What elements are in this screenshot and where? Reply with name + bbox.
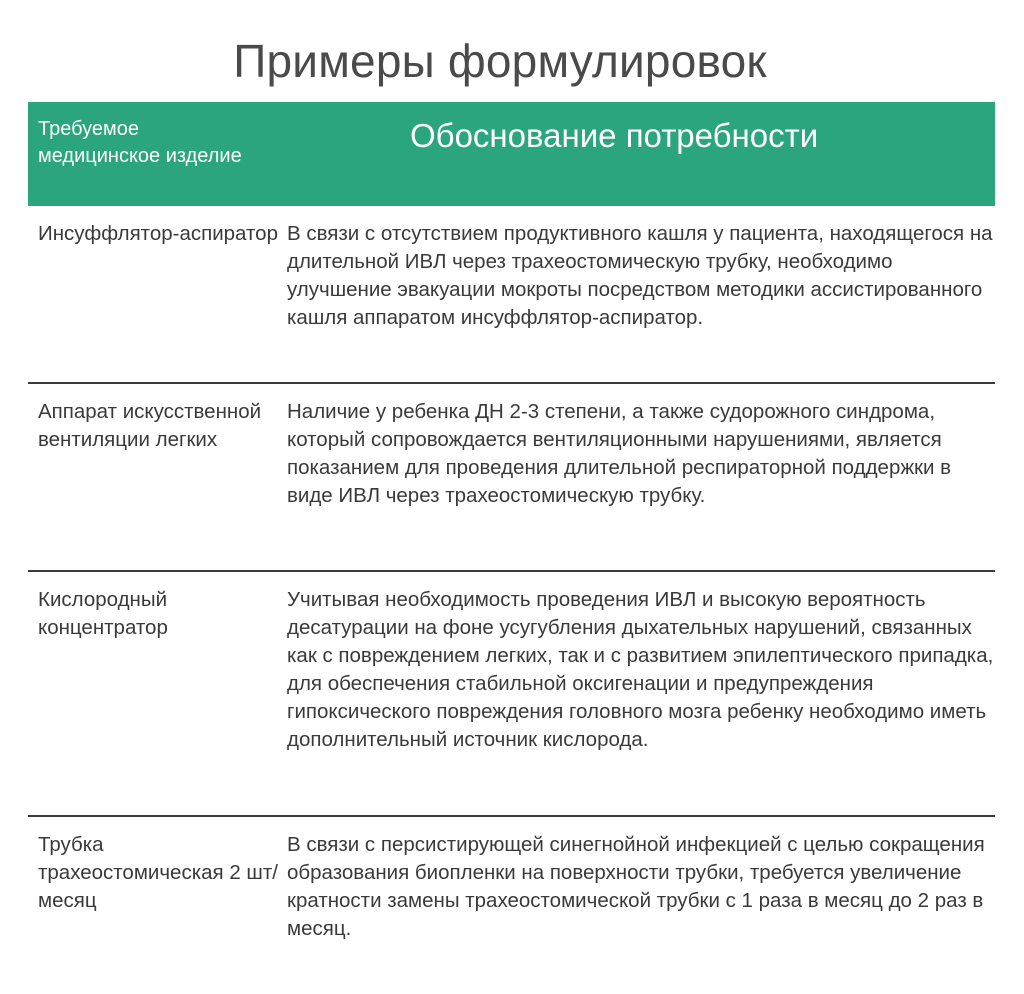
row-device: Инсуффлятор-аспиратор xyxy=(38,222,278,245)
row-justification: Наличие у ребенка ДН 2-3 степени, а также судорожного синдрома, который сопровождается вентиляционными нарушениями, является показанием для проведения длительной респираторной поддержки в виде ИВЛ через трахеостомическую трубку. xyxy=(287,400,952,507)
row-justification: Учитывая необходимость проведения ИВЛ и высокую вероятность десатурации на фоне усугубления дыхательных нарушений, связанных как с повреждением легких, так и с развитием эпилептического припадка, для обеспечения стабильной оксигенации и предупреждения гипоксического повреждения головного мозга ребенку необходимо иметь дополнительный источник кислорода. xyxy=(287,588,994,751)
row-device: Кислородный концентратор xyxy=(38,588,168,639)
page-title: Примеры формулировок xyxy=(233,35,767,87)
table-row xyxy=(28,384,995,572)
table-row xyxy=(28,206,995,384)
table-row xyxy=(28,817,995,977)
justification-table xyxy=(28,102,995,977)
row-justification: В связи с отсутствием продуктивного кашля у пациента, находящегося на длительной ИВЛ через трахеостомическую трубку, необходимо улучшение эвакуации мокроты посредством методики ассистированного кашля аппаратом инсуффлятор-аспиратор. xyxy=(287,222,993,329)
table-header xyxy=(28,102,995,206)
row-justification: В связи с персистирующей синегнойной инфекцией с целью сокращения образования биопленки на поверхности трубки, требуется увеличение кратности замены трахеостомической трубки с 1 раза в месяц до 2 раз в месяц. xyxy=(287,833,985,940)
header-device: Требуемое медицинское изделие xyxy=(38,118,242,167)
header-justification: Обоснование потребности xyxy=(410,117,819,154)
row-device: Аппарат искусственной вентиляции легких xyxy=(38,400,262,451)
row-device: Трубка трахеостомическая 2 шт/месяц xyxy=(38,833,278,912)
table-row xyxy=(28,572,995,817)
